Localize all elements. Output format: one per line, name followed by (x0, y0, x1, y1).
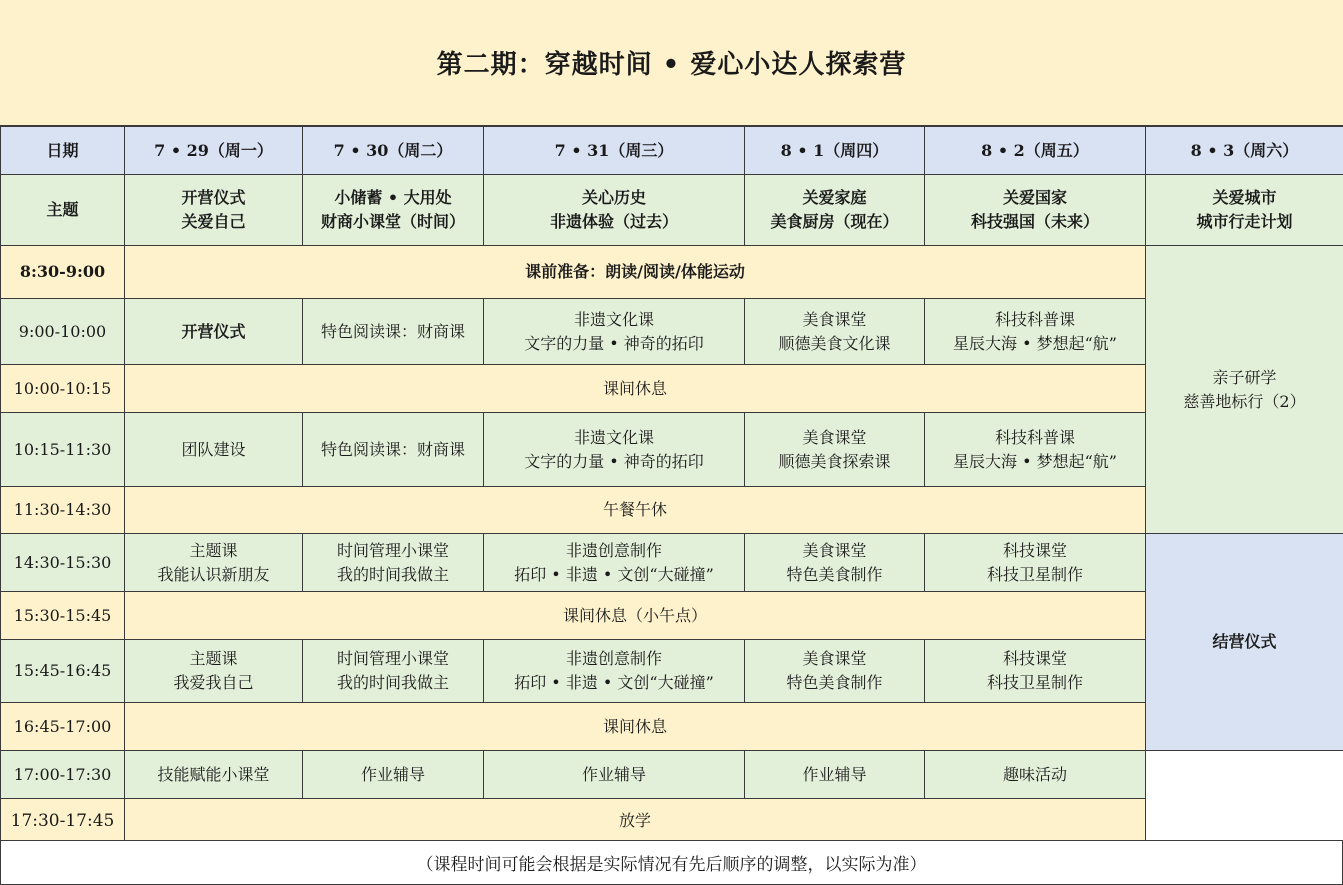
activity-cell: 科技科普课 星辰大海 • 梦想起“航” (925, 413, 1146, 487)
activity-cell: 美食课堂 特色美食制作 (745, 640, 925, 703)
activity-cell: 科技课堂 科技卫星制作 (925, 640, 1146, 703)
time-cell: 15:45-16:45 (1, 640, 125, 703)
lunch-cell: 午餐午休 (125, 487, 1146, 534)
activity-cell: 美食课堂 顺德美食探索课 (745, 413, 925, 487)
time-row (1, 299, 1343, 365)
activity-cell: 时间管理小课堂 我的时间我做主 (303, 640, 484, 703)
time-cell: 8:30-9:00 (1, 246, 125, 299)
time-row (1, 751, 1343, 799)
activity-cell: 特色阅读课：财商课 (303, 299, 484, 365)
time-row (1, 246, 1343, 299)
time-cell: 10:15-11:30 (1, 413, 125, 487)
time-cell: 17:30-17:45 (1, 799, 125, 843)
theme-row (1, 175, 1343, 246)
date-label: 日期 (1, 127, 125, 175)
activity-cell: 非遗文化课 文字的力量 • 神奇的拓印 (484, 413, 745, 487)
time-row (1, 703, 1343, 751)
time-cell: 15:30-15:45 (1, 592, 125, 640)
activity-cell: 非遗创意制作 拓印 • 非遗 • 文创“大碰撞” (484, 534, 745, 592)
closing-ceremony-cell: 结营仪式 (1146, 534, 1343, 751)
activity-cell: 美食课堂 顺德美食文化课 (745, 299, 925, 365)
activity-cell: 非遗创意制作 拓印 • 非遗 • 文创“大碰撞” (484, 640, 745, 703)
day-header: 7 • 31（周三） (484, 127, 745, 175)
day-header: 8 • 2（周五） (925, 127, 1146, 175)
date-row (1, 127, 1343, 175)
theme-cell: 开营仪式 关爱自己 (125, 175, 303, 246)
activity-cell: 趣味活动 (925, 751, 1146, 799)
time-row (1, 413, 1343, 487)
day-header: 8 • 1（周四） (745, 127, 925, 175)
prep-cell: 课前准备：朗读/阅读/体能运动 (125, 246, 1146, 299)
activity-cell: 主题课 我爱我自己 (125, 640, 303, 703)
time-row (1, 534, 1343, 592)
activity-cell: 团队建设 (125, 413, 303, 487)
time-row (1, 365, 1343, 413)
empty-cell (1146, 751, 1343, 843)
activity-cell: 科技课堂 科技卫星制作 (925, 534, 1146, 592)
activity-cell: 作业辅导 (303, 751, 484, 799)
time-cell: 11:30-14:30 (1, 487, 125, 534)
theme-label: 主题 (1, 175, 125, 246)
title-bar (0, 0, 1343, 126)
activity-cell: 技能赋能小课堂 (125, 751, 303, 799)
time-row (1, 592, 1343, 640)
activity-cell: 作业辅导 (484, 751, 745, 799)
time-row (1, 487, 1343, 534)
activity-cell: 时间管理小课堂 我的时间我做主 (303, 534, 484, 592)
time-row (1, 799, 1343, 843)
footnote: （课程时间可能会根据是实际情况有先后顺序的调整，以实际为准） (0, 840, 1343, 885)
activity-cell: 作业辅导 (745, 751, 925, 799)
time-cell: 17:00-17:30 (1, 751, 125, 799)
break-cell: 课间休息（小午点） (125, 592, 1146, 640)
saturday-morning-cell: 亲子研学 慈善地标行（2） (1146, 246, 1343, 534)
page-title: 第二期：穿越时间 • 爱心小达人探索营 (436, 50, 907, 80)
time-cell: 16:45-17:00 (1, 703, 125, 751)
time-cell: 10:00-10:15 (1, 365, 125, 413)
theme-cell: 关爱城市 城市行走计划 (1146, 175, 1343, 246)
activity-cell: 开营仪式 (125, 299, 303, 365)
activity-cell: 科技科普课 星辰大海 • 梦想起“航” (925, 299, 1146, 365)
theme-cell: 小储蓄 • 大用处 财商小课堂（时间） (303, 175, 484, 246)
dismiss-cell: 放学 (125, 799, 1146, 843)
theme-cell: 关心历史 非遗体验（过去） (484, 175, 745, 246)
activity-cell: 主题课 我能认识新朋友 (125, 534, 303, 592)
time-cell: 9:00-10:00 (1, 299, 125, 365)
break-cell: 课间休息 (125, 703, 1146, 751)
activity-cell: 非遗文化课 文字的力量 • 神奇的拓印 (484, 299, 745, 365)
theme-cell: 关爱国家 科技强国（未来） (925, 175, 1146, 246)
theme-cell: 关爱家庭 美食厨房（现在） (745, 175, 925, 246)
activity-cell: 特色阅读课：财商课 (303, 413, 484, 487)
day-header: 8 • 3（周六） (1146, 127, 1343, 175)
time-cell: 14:30-15:30 (1, 534, 125, 592)
break-cell: 课间休息 (125, 365, 1146, 413)
time-row (1, 640, 1343, 703)
day-header: 7 • 30（周二） (303, 127, 484, 175)
day-header: 7 • 29（周一） (125, 127, 303, 175)
schedule-table (0, 126, 1343, 843)
activity-cell: 美食课堂 特色美食制作 (745, 534, 925, 592)
